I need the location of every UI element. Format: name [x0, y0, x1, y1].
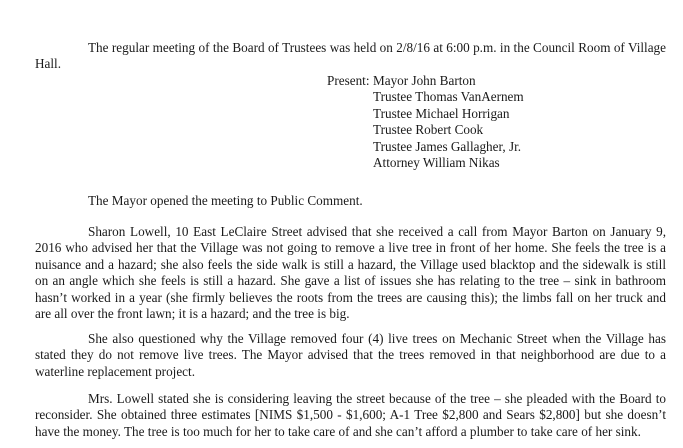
attendee-name: Trustee James Gallagher, Jr. [373, 138, 522, 154]
meeting-intro: The regular meeting of the Board of Trustees was held on 2/8/16 at 6:00 p.m. in the Council Room of Village Hall. [35, 40, 666, 72]
attendance-list [327, 73, 667, 171]
attendee-name: Trustee Thomas VanAernem [373, 89, 524, 105]
paragraph-mechanic-street: She also questioned why the Village removed four (4) live trees on Mechanic Street when the Village has stated they do not remove live trees. The Mayor advised that the trees removed in that neighborhood are due to a waterline replacement project. [35, 331, 666, 379]
attendee-name: Trustee Robert Cook [373, 122, 484, 138]
attendee-name: Attorney William Nikas [373, 154, 500, 170]
attendee-row [327, 155, 667, 171]
attendee-row [327, 73, 667, 89]
paragraph-lowell-tree: Sharon Lowell, 10 East LeClaire Street advised that she received a call from Mayor Barton on January 9, 2016 who advised her that the Village was not going to remove a live tree in front of her home. She feels the tree is a nuisance and a hazard; she also feels the side walk is still a hazard, the Village used blacktop and the sidewalk is still on an angle which she feels is still a hazard. She gave a list of issues she has relating to the tree – sink in bathroom hasn’t worked in a year (she firmly believes the roots from the trees are causing this); the limbs fall on her truck and are all over the front lawn; it is a hazard; and the tree is big. [35, 224, 666, 322]
attendee-name: Mayor John Barton [373, 73, 476, 88]
attendee-name: Trustee Michael Horrigan [373, 105, 510, 121]
paragraph-estimates: Mrs. Lowell stated she is considering leaving the street because of the tree – she pleaded with the Board to reconsider. She obtained three estimates [NIMS $1,500 - $1,600; A-1 Tree $2,800 and Sears $2,800] but she doesn’t have the money. The tree is too much for her to take care of and she can’t afford a plumber to take care of her sink. [35, 391, 666, 439]
attendee-row [327, 89, 667, 105]
attendee-row [327, 106, 667, 122]
present-label: Present: [327, 73, 370, 88]
attendee-row [327, 122, 667, 138]
attendee-row [327, 139, 667, 155]
public-comment-line: The Mayor opened the meeting to Public Comment. [88, 193, 363, 208]
